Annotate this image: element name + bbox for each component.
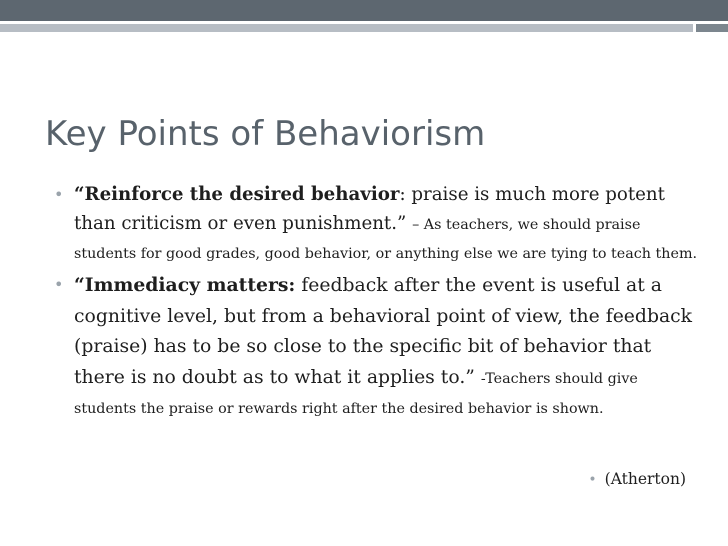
header-accent-stripe	[0, 24, 693, 32]
bullet-item-immediacy	[50, 270, 700, 424]
bullet-note: – As teachers, we should praise students for good grades, good behavior, or anything else we are tying to teach them.	[74, 217, 698, 262]
citation-text: (Atherton)	[604, 470, 686, 488]
header-accent-right	[696, 24, 728, 32]
bullet-dot-icon: •	[54, 275, 64, 294]
bullet-note: -Teachers should give students the praise or rewards right after the desired behavior is shown.	[74, 370, 638, 417]
slide-title: Key Points of Behaviorism	[45, 114, 486, 154]
slide-body	[50, 180, 700, 424]
bullet-quote-bold: “Reinforce the desired behavior	[74, 184, 400, 205]
bullet-dot-icon: •	[588, 472, 597, 488]
bullet-quote-text: : praise is much more potent than criticism or even punishment.”	[74, 184, 665, 234]
bullet-quote-text: feedback after the event is useful at a cognitive level, but from a behavioral point of view, the feedback (praise) has to be so close to the specific bit of behavior that there is no doubt as to what it applies to.”	[74, 275, 693, 388]
bullet-quote-bold: “Immediacy matters:	[74, 274, 296, 296]
header-bar	[0, 0, 728, 21]
bullet-dot-icon: •	[54, 185, 64, 204]
bullet-item-reinforce	[50, 180, 700, 267]
citation	[588, 467, 686, 492]
